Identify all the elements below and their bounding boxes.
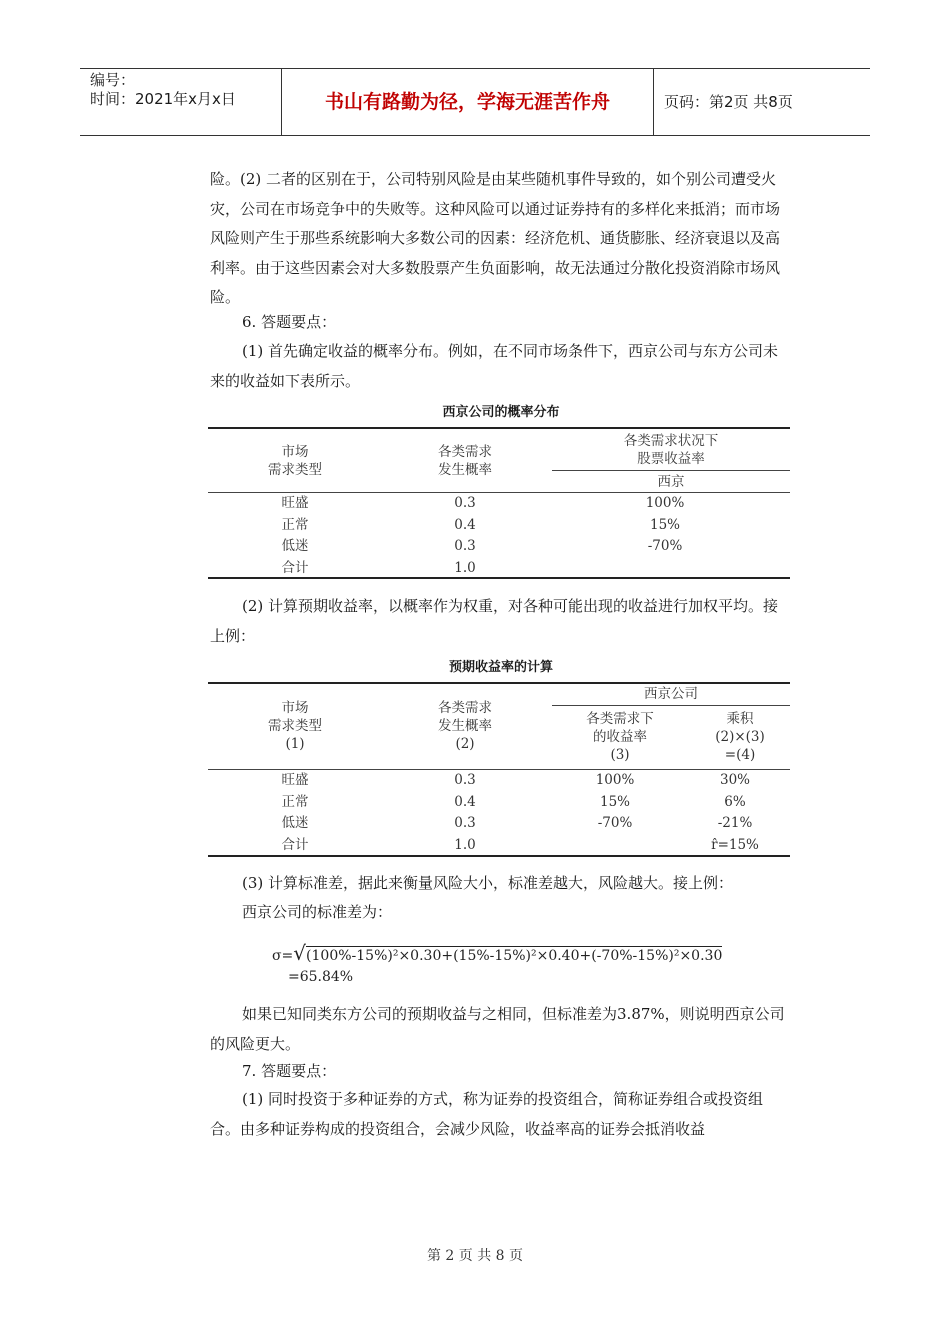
table2-header-type: 市场 需求类型 (1) [268,700,322,752]
table-row-return: 100% [645,495,685,511]
table-row-type: 合计 [281,836,309,853]
table-row-return: -70% [647,538,683,554]
table-row-product: 6% [724,793,746,810]
table1-header-prob: 各类需求 发生概率 [438,444,492,478]
paragraph-q6-step2: (2) 计算预期收益率，以概率作为权重，对各种可能出现的收益进行加权平均。接上例： [210,597,779,645]
paragraph-q7-step1: (1) 同时投资于多种证券的方式，称为证券的投资组合，简称证券组合或投资组合。由多种证券构成的投资组合，会减少风险，收益率高的证券会抵消收益 [210,1090,764,1138]
header-time: 时间：2021年x月x日 [90,90,236,108]
table-row-prob: 0.3 [454,815,476,831]
table2-header-rule [208,769,790,770]
formula-radicand: (100%-15%)²×0.30+(15%-15%)²×0.40+(-70%-15%)²×0.30 [306,948,723,964]
table-row-return: 15% [649,516,680,533]
page-footer: 第 2 页 共 8 页 [426,1248,524,1264]
table1-subheader-rule [552,470,790,471]
table-row-return: -70% [597,815,633,831]
paragraph-std-intro: 西京公司的标准差为： [242,903,393,921]
paragraph-risk-difference: 险。(2) 二者的区别在于，公司特别风险是由某些随机事件导致的，如个别公司遭受火灾，公司在市场竞争中的失败等。这种风险可以通过证券持有的多样化来抵消；而市场风险则产生于那些系统影响大多数公司的因素：经济危机、通货膨胀、经济衰退以及高利率。由于这些因素会对大多数股票产生负面影响，故无法通过分散化投资消除市场风险。 [210,170,781,306]
table1-header-type: 市场 需求类型 [268,444,322,478]
table1-subheader-xijing: 西京 [657,474,685,490]
table2-top-rule [208,682,790,684]
header-page: 页码：第2页 共8页 [664,93,793,111]
table-row-type: 低迷 [281,538,309,554]
table2-group-rule [552,705,790,706]
table2-bottom-rule [208,855,790,857]
table2-caption: 预期收益率的计算 [448,660,553,675]
table-row-return: 15% [599,793,630,810]
paragraph-q6-step1: (1) 首先确定收益的概率分布。例如，在不同市场条件下，西京公司与东方公司未来的收益如下表所示。 [210,342,779,390]
table-row-type: 旺盛 [281,772,309,788]
formula-lhs: σ= [272,948,294,964]
table2-header-prob: 各类需求 发生概率 (2) [438,700,492,752]
header-meta [80,69,282,135]
page-header [80,68,870,136]
table1-top-rule [208,427,790,429]
header-motto: 书山有路勤为径，学海无涯苦作舟 [282,69,654,135]
table-row-return: 100% [595,772,635,788]
table-row-type: 低迷 [281,815,309,831]
table-row-prob: 0.4 [454,793,476,810]
paragraph-conclusion: 如果已知同类东方公司的预期收益与之相同，但标准差为3.87%，则说明西京公司的风险更大。 [210,1005,785,1053]
table-row-prob: 0.3 [454,538,476,554]
table-row-product: -21% [717,815,753,831]
table-row-type: 合计 [281,559,309,576]
formula-result: =65.84% [288,969,354,985]
table-row-product: 30% [719,772,750,788]
table-row-product: r̂=15% [711,836,759,853]
formula-sigma [272,941,722,965]
table-row-prob: 1.0 [454,559,476,576]
sqrt-icon: √ [293,941,307,965]
table-row-type: 正常 [281,516,309,533]
table2-header-return: 各类需求下 的收益率 (3) [586,711,654,763]
paragraph-q6-heading: 6. 答题要点： [242,313,337,331]
table-row-prob: 0.4 [454,516,476,533]
table1-caption: 西京公司的概率分布 [442,405,560,420]
table2-group-header: 西京公司 [644,686,698,702]
header-number: 编号： [90,71,136,89]
table-row-prob: 0.3 [454,495,476,511]
table1-header-return: 各类需求状况下 股票收益率 [623,433,719,467]
paragraph-q6-step3: (3) 计算标准差，据此来衡量风险大小，标准差越大，风险越大。接上例： [242,874,734,892]
paragraph-q7-heading: 7. 答题要点： [242,1062,337,1080]
table1-bottom-rule [208,577,790,579]
table-row-prob: 1.0 [454,836,476,853]
table2-header-product: 乘积 (2)×(3) =(4) [715,711,765,763]
table1-header-rule [208,492,790,493]
table-row-type: 正常 [281,793,309,810]
table-row-prob: 0.3 [454,772,476,788]
table-row-type: 旺盛 [281,495,309,511]
